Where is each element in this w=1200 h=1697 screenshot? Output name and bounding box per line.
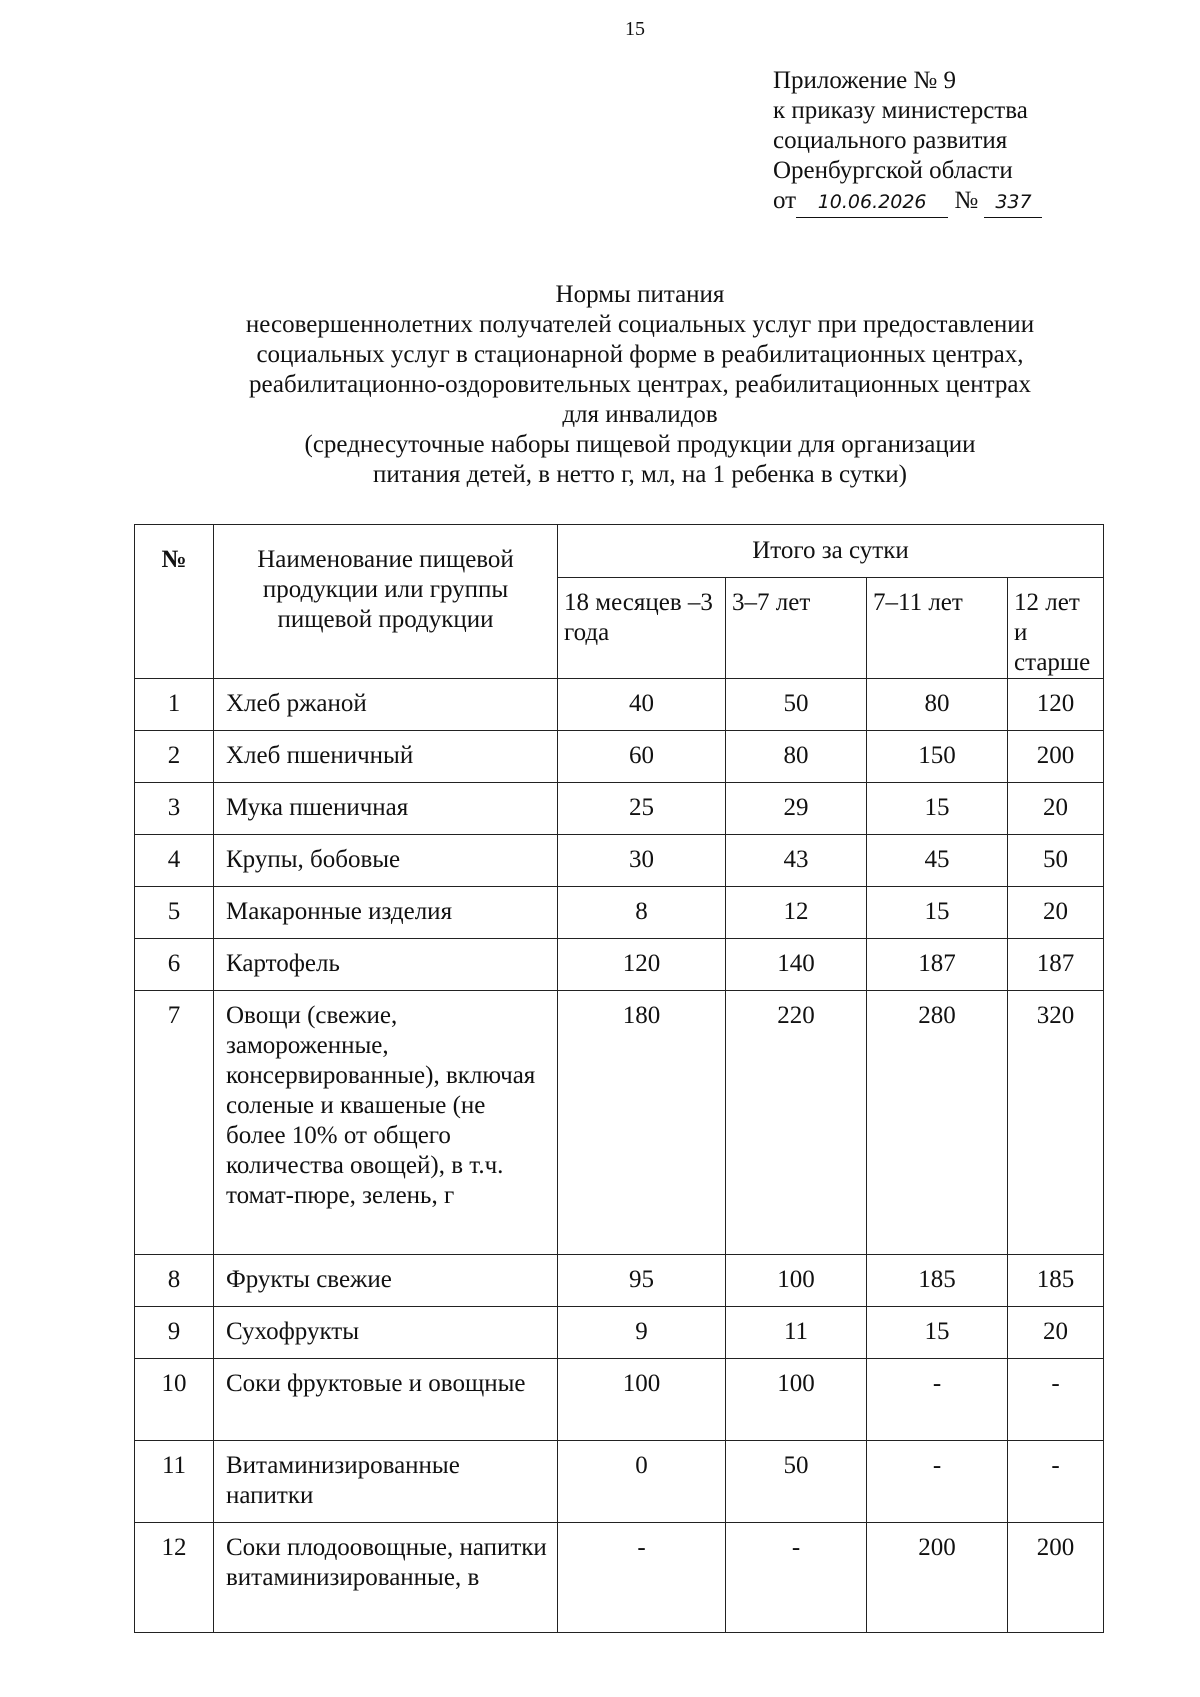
row-product-name: Хлеб пшеничный: [214, 731, 558, 783]
row-value: 185: [1008, 1255, 1104, 1307]
row-value: 80: [867, 679, 1008, 731]
row-value: 120: [1008, 679, 1104, 731]
row-value: 200: [1008, 731, 1104, 783]
appendix-line: к приказу министерства: [773, 97, 1028, 124]
from-label: от: [773, 187, 797, 214]
header-num: №: [135, 525, 214, 679]
title-line: (среднесуточные наборы пищевой продукции для организации: [304, 431, 976, 458]
row-value: -: [1008, 1441, 1104, 1523]
row-value: 15: [867, 783, 1008, 835]
header-total-per-day: Итого за сутки: [558, 525, 1104, 578]
row-value: 9: [558, 1307, 726, 1359]
row-number: 4: [135, 835, 214, 887]
row-value: 120: [558, 939, 726, 991]
row-value: 15: [867, 1307, 1008, 1359]
row-value: -: [867, 1441, 1008, 1523]
row-value: 187: [867, 939, 1008, 991]
table-row: [135, 991, 1104, 1255]
row-value: -: [558, 1523, 726, 1633]
nutrition-norms-table: [134, 524, 1104, 1633]
row-value: 30: [558, 835, 726, 887]
table-row: [135, 1359, 1104, 1441]
row-number: 12: [135, 1523, 214, 1633]
table-row: [135, 1255, 1104, 1307]
row-value: 320: [1008, 991, 1104, 1255]
row-value: 20: [1008, 887, 1104, 939]
row-value: 25: [558, 783, 726, 835]
row-number: 9: [135, 1307, 214, 1359]
table-row: [135, 1307, 1104, 1359]
appendix-header: [773, 66, 1042, 218]
row-value: 100: [726, 1359, 867, 1441]
row-value: 0: [558, 1441, 726, 1523]
row-value: 45: [867, 835, 1008, 887]
row-value: 15: [867, 887, 1008, 939]
title-line: реабилитационно-оздоровительных центрах, реабилитационных центрах: [249, 371, 1031, 398]
row-value: 220: [726, 991, 867, 1255]
row-value: 12: [726, 887, 867, 939]
page-number: 15: [625, 18, 645, 40]
document-title: [130, 280, 1150, 490]
row-product-name: Хлеб ржаной: [214, 679, 558, 731]
row-number: 5: [135, 887, 214, 939]
row-value: 185: [867, 1255, 1008, 1307]
row-value: 140: [726, 939, 867, 991]
row-value: 100: [558, 1359, 726, 1441]
header-product-name: Наименование пищевой продукции или группы пищевой продукции: [214, 525, 558, 679]
row-value: 280: [867, 991, 1008, 1255]
row-value: 95: [558, 1255, 726, 1307]
appendix-line: Приложение № 9: [773, 67, 957, 94]
row-value: 150: [867, 731, 1008, 783]
row-value: -: [867, 1359, 1008, 1441]
row-value: -: [1008, 1359, 1104, 1441]
row-value: 11: [726, 1307, 867, 1359]
row-number: 8: [135, 1255, 214, 1307]
row-value: 50: [1008, 835, 1104, 887]
table-row: [135, 783, 1104, 835]
title-line: социальных услуг в стационарной форме в реабилитационных центрах,: [256, 341, 1024, 368]
row-product-name: Фрукты свежие: [214, 1255, 558, 1307]
row-value: 20: [1008, 783, 1104, 835]
header-age-group: 12 лет и старше: [1008, 578, 1104, 679]
row-value: 29: [726, 783, 867, 835]
row-value: 20: [1008, 1307, 1104, 1359]
appendix-line: социального развития: [773, 127, 1008, 154]
row-number: 10: [135, 1359, 214, 1441]
row-value: 200: [867, 1523, 1008, 1633]
row-value: 50: [726, 679, 867, 731]
row-value: -: [726, 1523, 867, 1633]
title-line: для инвалидов: [562, 401, 718, 428]
table-body: [135, 679, 1104, 1633]
appendix-date-line: [773, 186, 1042, 218]
row-value: 50: [726, 1441, 867, 1523]
row-product-name: Крупы, бобовые: [214, 835, 558, 887]
handwritten-number: 337: [984, 187, 1042, 218]
row-product-name: Соки плодоовощные, напитки витаминизированные, в: [214, 1523, 558, 1633]
row-value: 200: [1008, 1523, 1104, 1633]
row-number: 2: [135, 731, 214, 783]
header-age-group: 7–11 лет: [867, 578, 1008, 679]
row-product-name: Сухофрукты: [214, 1307, 558, 1359]
table-row: [135, 731, 1104, 783]
row-value: 43: [726, 835, 867, 887]
number-label: №: [954, 187, 979, 214]
row-value: 80: [726, 731, 867, 783]
table-row: [135, 679, 1104, 731]
handwritten-date: 10.06.2026: [796, 187, 948, 218]
row-product-name: Макаронные изделия: [214, 887, 558, 939]
table-row: [135, 835, 1104, 887]
row-product-name: Картофель: [214, 939, 558, 991]
row-product-name: Соки фруктовые и овощные: [214, 1359, 558, 1441]
row-product-name: Витаминизированные напитки: [214, 1441, 558, 1523]
header-age-group: 3–7 лет: [726, 578, 867, 679]
row-value: 100: [726, 1255, 867, 1307]
row-value: 187: [1008, 939, 1104, 991]
table-row: [135, 887, 1104, 939]
row-value: 180: [558, 991, 726, 1255]
title-line: питания детей, в нетто г, мл, на 1 ребенка в сутки): [373, 461, 907, 488]
header-age-group: 18 месяцев –3 года: [558, 578, 726, 679]
row-number: 7: [135, 991, 214, 1255]
row-product-name: Овощи (свежие, замороженные, консервированные), включая соленые и квашеные (не более 10% от общего количества овощей), в т.ч. томат-пюре, зелень, г: [214, 991, 558, 1255]
row-value: 8: [558, 887, 726, 939]
title-line: несовершеннолетних получателей социальных услуг при предоставлении: [245, 311, 1035, 338]
row-number: 11: [135, 1441, 214, 1523]
row-product-name: Мука пшеничная: [214, 783, 558, 835]
table-row: [135, 1523, 1104, 1633]
table-row: [135, 1441, 1104, 1523]
row-value: 40: [558, 679, 726, 731]
row-number: 3: [135, 783, 214, 835]
appendix-line: Оренбургской области: [773, 157, 1013, 184]
row-number: 6: [135, 939, 214, 991]
title-line: Нормы питания: [555, 281, 725, 308]
row-number: 1: [135, 679, 214, 731]
table-row: [135, 939, 1104, 991]
row-value: 60: [558, 731, 726, 783]
